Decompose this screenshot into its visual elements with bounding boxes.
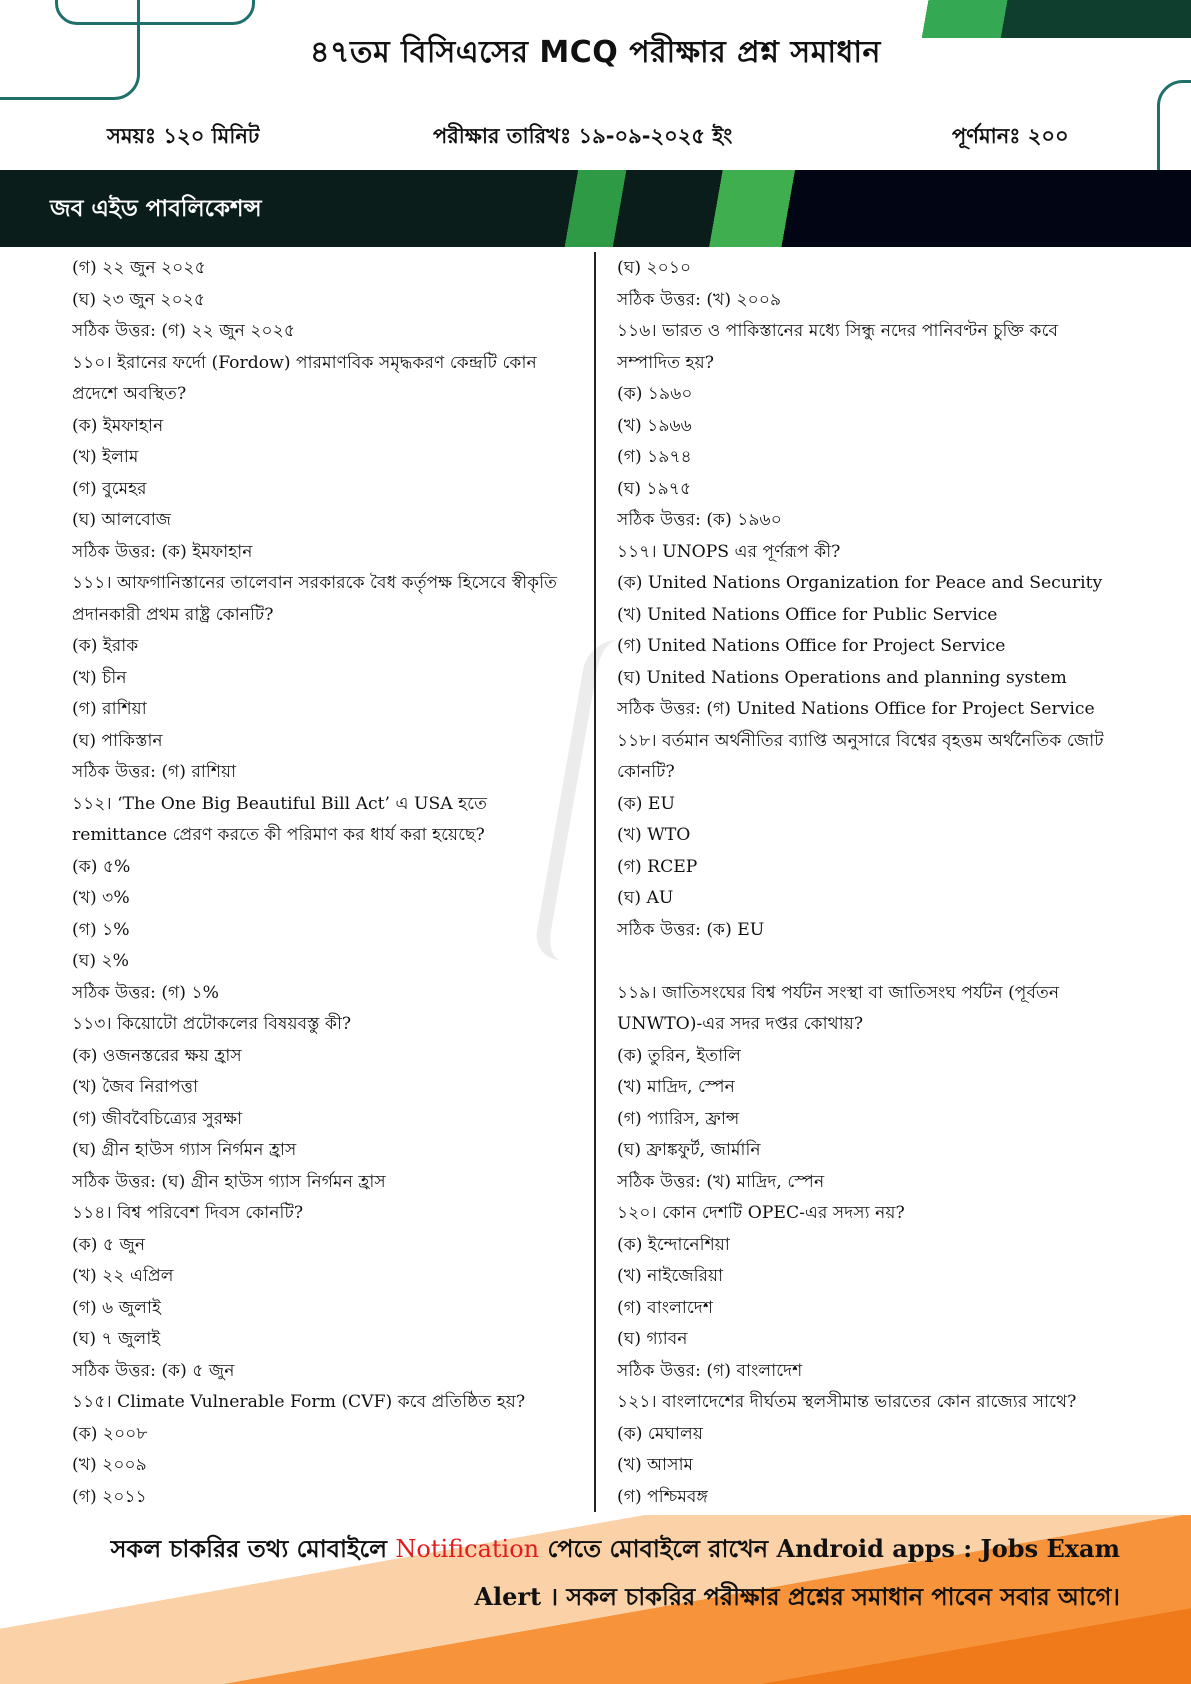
question-line: (গ) ২২ জুন ২০২৫ (72, 258, 206, 278)
question-line: UNWTO)-এর সদর দপ্তর কোথায়? (617, 1014, 864, 1034)
question-line: (খ) United Nations Office for Public Service (617, 604, 998, 625)
question-line: (গ) রাশিয়া (72, 699, 147, 719)
question-line: ১১৩। কিয়োটো প্রটোকলের বিষয়বস্তু কী? (72, 1014, 352, 1034)
question-line: (গ) United Nations Office for Project Service (617, 636, 1006, 656)
question-line: সঠিক উত্তর: (গ) ২২ জুন ২০২৫ (72, 321, 296, 341)
footer-promo (60, 1525, 1120, 1620)
question-line: (খ) ১৯৬৬ (617, 415, 692, 436)
question-line: সঠিক উত্তর: (গ) United Nations Office for Project Service (617, 699, 1095, 719)
question-line: (ক) ৫ জুন (72, 1234, 146, 1255)
question-line: (খ) চীন (72, 667, 127, 688)
question-line: সঠিক উত্তর: (ক) ১৯৬০ (617, 510, 782, 530)
column-divider (594, 252, 596, 1512)
question-line: (গ) RCEP (617, 856, 698, 877)
question-line: (খ) WTO (617, 825, 691, 845)
right-column (617, 253, 1117, 1513)
question-line: (গ) ২০১১ (72, 1486, 147, 1507)
question-line: (খ) নাইজেরিয়া (617, 1266, 724, 1286)
exam-time: সময়ঃ ১২০ মিনিট (107, 124, 260, 148)
left-column (72, 253, 592, 1513)
question-line: (গ) প্যারিস, ফ্রান্স (617, 1108, 740, 1129)
question-line: (ঘ) United Nations Operations and planning system (617, 667, 1067, 688)
question-line: (ক) ৫% (72, 856, 131, 877)
question-line: (ঘ) ২৩ জুন ২০২৫ (72, 289, 206, 310)
question-line: ১২১। বাংলাদেশের দীর্ঘতম স্থলসীমান্ত ভারতের কোন রাজ্যের সাথে? (617, 1392, 1077, 1412)
question-line: সঠিক উত্তর: (গ) বাংলাদেশ (617, 1360, 803, 1381)
question-line: (গ) বাংলাদেশ (617, 1297, 713, 1318)
question-line: ১১২। ‘The One Big Beautiful Bill Act’ এ USA হতে (72, 793, 487, 814)
question-line: সঠিক উত্তর: (গ) ১% (72, 982, 219, 1003)
exam-full-marks: পূর্ণমানঃ ২০০ (952, 124, 1069, 148)
question-line: (ক) United Nations Organization for Peace and Security (617, 573, 1103, 593)
question-line: ১১৭। UNOPS এর পূর্ণরূপ কী? (617, 541, 841, 562)
decorative-frame-top-left-inner (55, 0, 255, 25)
question-line: প্রদেশে অবস্থিত? (72, 384, 187, 404)
question-line: (ঘ) আলবোজ (72, 510, 172, 530)
question-line: (ঘ) ফ্রাঙ্কফুর্ট, জার্মানি (617, 1140, 761, 1160)
question-line: ১১৮। বর্তমান অর্থনীতির ব্যাপ্তি অনুসারে বিশ্বের বৃহত্তম অর্থনৈতিক জোট (617, 730, 1104, 751)
question-line: সঠিক উত্তর: (ক) ইমফাহান (72, 541, 253, 562)
question-line: (ঘ) গ্যাবন (617, 1329, 688, 1349)
question-line: ১১৬। ভারত ও পাকিস্তানের মধ্যে সিন্ধু নদের পানিবণ্টন চুক্তি কবে (617, 321, 1059, 341)
question-line: ১১৪। বিশ্ব পরিবেশ দিবস কোনটি? (72, 1203, 304, 1223)
question-line: (ঘ) পাকিস্তান (72, 730, 163, 751)
question-line: (ক) ওজনস্তরের ক্ষয় হ্রাস (72, 1045, 242, 1066)
question-line: (ক) ১৯৬০ (617, 384, 693, 404)
footer-line-1-start: সকল চাকরির তথ্য মোবাইলে (110, 1534, 396, 1563)
question-line: কোনটি? (617, 762, 675, 782)
question-line: (খ) ইলাম (72, 447, 139, 467)
question-line: (ক) ইরাক (72, 636, 139, 656)
question-line: (ঘ) ১৯৭৫ (617, 478, 692, 499)
question-line: (ক) মেঘালয় (617, 1423, 703, 1444)
question-line: remittance প্রেরণ করতে কী পরিমাণ কর ধার্য করা হয়েছে? (72, 825, 485, 845)
question-line: সঠিক উত্তর: (খ) ২০০৯ (617, 289, 782, 310)
notification-word: Notification (395, 1535, 540, 1563)
column-gap (617, 946, 1117, 978)
question-line: সঠিক উত্তর: (গ) রাশিয়া (72, 762, 237, 782)
exam-date: পরীক্ষার তারিখঃ ১৯-০৯-২০২৫ ইং (433, 124, 733, 148)
footer-line-2: Alert । সকল চাকরির পরীক্ষার প্রশ্নের সমাধান পাবেন সবার আগে। (474, 1582, 1120, 1611)
publisher-name: জব এইড পাবলিকেশন্স (50, 196, 262, 222)
question-line: (ঘ) AU (617, 888, 674, 908)
question-line: (ঘ) ৭ জুলাই (72, 1329, 161, 1349)
question-line: সঠিক উত্তর: (ক) EU (617, 919, 765, 940)
question-line: ১১৯। জাতিসংঘের বিশ্ব পর্যটন সংস্থা বা জাতিসংঘ পর্যটন (পূর্বতন (617, 982, 1060, 1003)
question-line: (গ) ৬ জুলাই (72, 1297, 161, 1318)
question-line: (গ) পশ্চিমবঙ্গ (617, 1486, 708, 1507)
question-line: (ক) ইমফাহান (72, 415, 164, 436)
question-line: (ঘ) গ্রীন হাউস গ্যাস নির্গমন হ্রাস (72, 1140, 297, 1160)
question-line: সম্পাদিত হয়? (617, 352, 714, 373)
question-line: (খ) আসাম (617, 1455, 694, 1475)
footer-line-1-end: পেতে মোবাইলে রাখেন Android apps : Jobs Exam (539, 1534, 1120, 1563)
question-line: (খ) ২২ এপ্রিল (72, 1266, 174, 1286)
page-title: ৪৭তম বিসিএসের MCQ পরীক্ষার প্রশ্ন সমাধান (310, 35, 881, 70)
question-line: (গ) ১% (72, 919, 130, 940)
question-line: (ঘ) ২০১০ (617, 258, 692, 278)
question-line: (খ) জৈব নিরাপত্তা (72, 1077, 199, 1097)
question-line: সঠিক উত্তর: (খ) মাদ্রিদ, স্পেন (617, 1171, 825, 1192)
question-line: (গ) ১৯৭৪ (617, 447, 692, 467)
question-line: ১১০। ইরানের ফর্দো (Fordow) পারমাণবিক সমৃদ্ধকরণ কেন্দ্রটি কোন (72, 352, 537, 373)
question-line: (ঘ) ২% (72, 951, 129, 971)
question-line: ১১৫। Climate Vulnerable Form (CVF) কবে প্রতিষ্ঠিত হয়? (72, 1392, 526, 1412)
question-line: সঠিক উত্তর: (ঘ) গ্রীন হাউস গ্যাস নির্গমন হ্রাস (72, 1171, 386, 1192)
question-line: ১২০। কোন দেশটি OPEC-এর সদস্য নয়? (617, 1203, 905, 1223)
question-line: প্রদানকারী প্রথম রাষ্ট্র কোনটি? (72, 604, 274, 625)
question-line: (ক) ২০০৮ (72, 1423, 148, 1444)
question-line: (ক) তুরিন, ইতালি (617, 1045, 741, 1066)
question-line: (ক) EU (617, 793, 675, 814)
question-line: (খ) মাদ্রিদ, স্পেন (617, 1077, 735, 1097)
question-line: সঠিক উত্তর: (ক) ৫ জুন (72, 1360, 235, 1381)
question-line: (খ) ৩% (72, 888, 130, 908)
question-line: ১১১। আফগানিস্তানের তালেবান সরকারকে বৈধ কর্তৃপক্ষ হিসেবে স্বীকৃতি (72, 573, 558, 593)
footer-line-1 (60, 1525, 1120, 1573)
question-line: (খ) ২০০৯ (72, 1455, 147, 1475)
question-line: (গ) জীববৈচিত্র্যের সুরক্ষা (72, 1108, 243, 1129)
question-line: (গ) বুমেহর (72, 478, 147, 499)
question-line: (ক) ইন্দোনেশিয়া (617, 1234, 730, 1255)
